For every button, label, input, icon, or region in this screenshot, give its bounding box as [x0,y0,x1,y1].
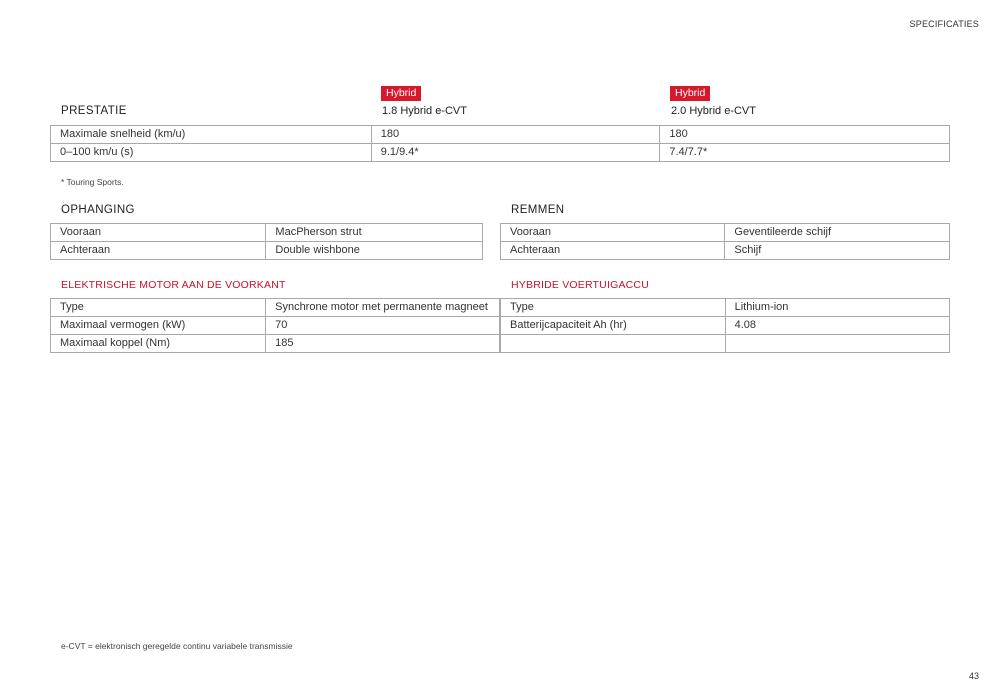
row-value: 7.4/7.7* [660,144,950,162]
motor-table [50,298,500,353]
table-row [51,224,483,242]
row-value: Double wishbone [266,242,483,260]
table-row [51,299,500,317]
table-row [501,317,950,335]
page-number: 43 [968,671,979,681]
row-label: Achteraan [51,242,266,260]
row-value: Geventileerde schijf [725,224,950,242]
touring-note: * Touring Sports. [61,177,124,187]
row-value: Lithium-ion [725,299,949,317]
ecvt-footnote: e-CVT = elektronisch geregelde continu variabele transmissie [61,641,293,651]
row-label: Maximaal vermogen (kW) [51,317,266,335]
table-row [501,242,950,260]
remmen-title: REMMEN [511,204,565,216]
row-value: 70 [266,317,500,335]
row-value: 9.1/9.4* [371,144,660,162]
table-row [51,144,950,162]
hybrid-badge-1: Hybrid [381,86,421,101]
accu-title: HYBRIDE VOERTUIGACCU [511,279,649,291]
column-head-2: 2.0 Hybrid e-CVT [671,105,756,117]
row-value [725,335,949,353]
row-value: 185 [266,335,500,353]
row-label: Maximale snelheid (km/u) [51,126,372,144]
motor-title: ELEKTRISCHE MOTOR AAN DE VOORKANT [61,279,286,291]
ophanging-table [50,223,483,260]
row-label: Type [51,299,266,317]
table-row [51,126,950,144]
row-value: Synchrone motor met permanente magneet [266,299,500,317]
remmen-table [500,223,950,260]
row-label: Achteraan [501,242,725,260]
table-row [51,317,500,335]
table-row [501,299,950,317]
ophanging-title: OPHANGING [61,204,135,216]
table-row [501,224,950,242]
row-label: Vooraan [51,224,266,242]
row-label: Vooraan [501,224,725,242]
row-value: Schijf [725,242,950,260]
prestatie-title: PRESTATIE [61,105,127,117]
accu-table [500,298,950,353]
row-value: MacPherson strut [266,224,483,242]
row-value: 4.08 [725,317,949,335]
section-header: SPECIFICATIES [909,19,979,29]
table-row [501,335,950,353]
row-label: Maximaal koppel (Nm) [51,335,266,353]
row-label: Batterijcapaciteit Ah (hr) [501,317,726,335]
row-value: 180 [660,126,950,144]
table-row [51,335,500,353]
row-label: Type [501,299,726,317]
hybrid-badge-2: Hybrid [670,86,710,101]
prestatie-table [50,125,950,162]
table-row [51,242,483,260]
row-label: 0–100 km/u (s) [51,144,372,162]
row-value: 180 [371,126,660,144]
column-head-1: 1.8 Hybrid e-CVT [382,105,467,117]
row-label [501,335,726,353]
